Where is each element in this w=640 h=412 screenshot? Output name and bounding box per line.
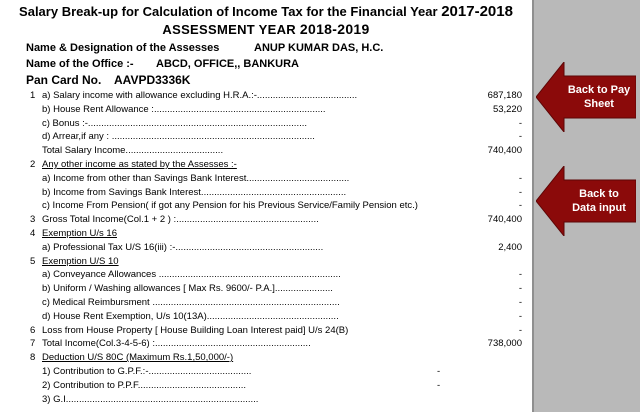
- title-year-1: 2017-2018: [441, 3, 513, 20]
- pan-label: Pan Card No.: [26, 73, 102, 87]
- row-amount: 53,220: [492, 103, 522, 115]
- row-label: Exemption U/S 10: [42, 255, 119, 267]
- row-number: 4: [30, 228, 36, 239]
- row-subamount: -: [437, 379, 441, 391]
- row-amount: 2,400: [498, 241, 522, 253]
- table-row: [0, 103, 532, 116]
- row-amount: 687,180: [487, 90, 522, 101]
- row-label: Deduction U/S 80C (Maximum Rs.1,50,000/-): [42, 352, 234, 364]
- row-label: d) House Rent Exemption, U/s 10(13A)..................................................: [42, 310, 339, 322]
- title-line-1: [0, 3, 532, 20]
- table-row: [0, 213, 532, 226]
- table-row: [0, 310, 532, 323]
- row-label: b) Uniform / Washing allowances [ Max Rs. 9600/- P.A.]......................: [42, 283, 333, 295]
- row-number: 5: [30, 255, 36, 267]
- table-row: [0, 365, 532, 378]
- row-label: 2) Contribution to P.P.F.........................................: [42, 379, 246, 391]
- assessee-name-row: [26, 42, 384, 54]
- back-to-pay-sheet-button[interactable]: [536, 62, 636, 132]
- row-label: 3) G.I.........................................................................: [42, 393, 259, 405]
- table-row: [0, 144, 532, 157]
- table-row: [0, 324, 532, 337]
- title-text-1: Salary Break-up for Calculation of Income Tax for the Financial Year: [19, 4, 438, 19]
- title-line-2: [0, 21, 532, 37]
- row-number: 7: [30, 338, 36, 350]
- row-label: d) Arrear,if any : .............................................................................: [42, 131, 315, 143]
- pan-row: [26, 73, 191, 87]
- row-amount: -: [518, 131, 522, 143]
- row-number: 8: [30, 352, 36, 364]
- row-amount: -: [518, 200, 522, 212]
- office-row: [26, 58, 299, 70]
- row-amount: -: [518, 117, 522, 129]
- office-label: Name of the Office :-: [26, 58, 134, 70]
- row-amount: -: [518, 172, 522, 184]
- row-label: c) Bonus :-...................................................................................: [42, 117, 308, 129]
- row-label: b) Income from Savings Bank Interest.......................................................: [42, 186, 347, 198]
- row-number: 2: [30, 159, 36, 170]
- table-row: [0, 337, 532, 350]
- row-label: Any other income as stated by the Assesses :-: [42, 159, 237, 170]
- row-label: c) Medical Reimbursment .......................................................................: [42, 297, 340, 308]
- pan-value: AAVPD3336K: [114, 73, 191, 87]
- row-amount: 740,400: [487, 145, 522, 157]
- row-label: a) Income from other than Savings Bank Interest.......................................: [42, 172, 350, 184]
- row-label: Gross Total Income(Col.1 + 2 ) :......................................................: [42, 214, 319, 226]
- row-amount: 740,400: [487, 214, 522, 226]
- row-amount: -: [518, 310, 522, 322]
- panel-divider: [532, 0, 534, 412]
- table-row: [0, 130, 532, 143]
- table-row: [0, 241, 532, 254]
- row-label: Loss from House Property [ House Building Loan Interest paid] U/s 24(B): [42, 324, 349, 336]
- row-label: a) Conveyance Allowances .....................................................................: [42, 269, 341, 281]
- row-amount: -: [518, 297, 522, 308]
- pay-sheet-label: Back to Pay Sheet: [567, 84, 631, 110]
- row-label: Total Salary Income.....................................: [42, 145, 224, 157]
- table-row: [0, 158, 532, 171]
- row-label: Exemption U/s 16: [42, 228, 117, 239]
- row-label: a) Professional Tax U/S 16(iii) :-........................................................: [42, 241, 324, 253]
- table-row: [0, 296, 532, 309]
- table-row: [0, 282, 532, 295]
- row-amount: -: [518, 283, 522, 295]
- row-number: 1: [30, 90, 36, 101]
- row-label: Total Income(Col.3-4-5-6) :...........................................................: [42, 338, 311, 350]
- row-label: 1) Contribution to G.P.F.:-.......................................: [42, 366, 252, 377]
- row-number: 3: [30, 214, 36, 226]
- title-year-2: 2018-2019: [299, 21, 370, 37]
- table-row: [0, 117, 532, 130]
- row-label: b) House Rent Allowance :.................................................................: [42, 103, 326, 115]
- table-row: [0, 186, 532, 199]
- row-amount: 738,000: [487, 338, 522, 350]
- table-row: [0, 89, 532, 102]
- office-value: ABCD, OFFICE,, BANKURA: [156, 58, 299, 70]
- table-row: [0, 393, 532, 406]
- row-number: 6: [30, 324, 36, 336]
- row-subamount: -: [437, 366, 441, 377]
- row-amount: -: [518, 186, 522, 198]
- table-row: [0, 227, 532, 240]
- row-amount: -: [518, 269, 522, 281]
- table-row: [0, 172, 532, 185]
- row-label: a) Salary income with allowance excluding H.R.A.:-......................................: [42, 90, 358, 101]
- table-row: [0, 199, 532, 212]
- back-to-data-input-button[interactable]: [536, 166, 636, 236]
- data-input-label: Back to Data input: [572, 188, 626, 214]
- title-text-2: ASSESSMENT YEAR: [162, 22, 296, 37]
- table-row: [0, 351, 532, 364]
- table-row: [0, 255, 532, 268]
- table-row: [0, 379, 532, 392]
- row-amount: -: [518, 324, 522, 336]
- assessee-name-value: ANUP KUMAR DAS, H.C.: [254, 42, 384, 54]
- row-label: c) Income From Pension( if got any Pension for his Previous Service/Family Pension etc.): [42, 200, 418, 212]
- table-row: [0, 268, 532, 281]
- assessee-name-label: Name & Designation of the Assesses: [26, 42, 220, 54]
